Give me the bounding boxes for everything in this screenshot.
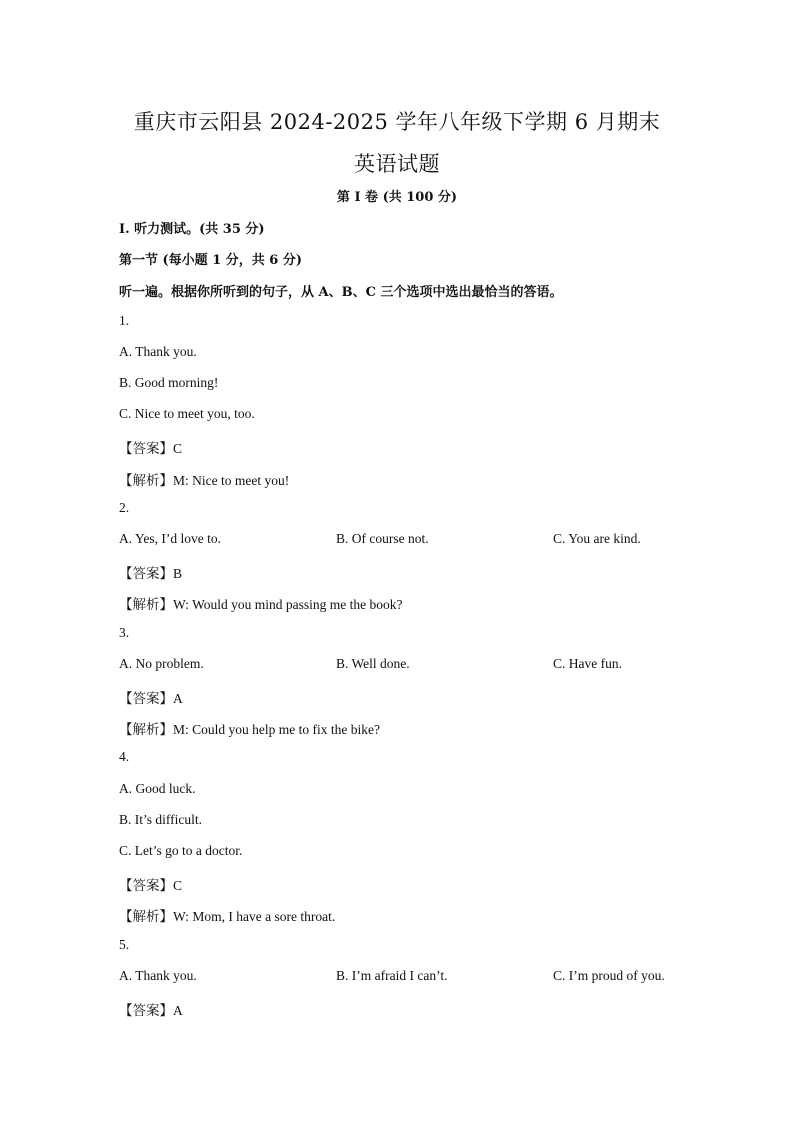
section-subheading: 第一节 (每小题 1 分，共 6 分) [119, 253, 303, 268]
option-b: B. I’m afraid I can’t. [336, 968, 448, 983]
option-c: C. Nice to meet you, too. [119, 406, 255, 421]
answer-label: 【答案】A [119, 691, 183, 706]
option-b: B. Good morning! [119, 375, 219, 390]
question-number: 5. [119, 937, 130, 952]
option-a: A. Thank you. [119, 344, 197, 359]
question-number: 2. [119, 500, 130, 515]
part-label: 第 I 卷 (共 100 分) [336, 190, 458, 205]
option-a: A. Yes, I’d love to. [119, 531, 222, 546]
option-a: A. Thank you. [119, 968, 197, 983]
option-b: B. Well done. [336, 656, 410, 671]
answer-label: 【答案】A [119, 1003, 183, 1018]
option-c: C. I’m proud of you. [553, 968, 665, 983]
answer-label: 【答案】C [119, 441, 183, 456]
answer-label: 【答案】B [119, 566, 183, 581]
section-heading: Ⅰ. 听力测试。(共 35 分) [119, 222, 265, 237]
option-b: B. Of course not. [336, 531, 429, 546]
analysis-text: 【解析】W: Would you mind passing me the book? [119, 597, 403, 612]
section-instruction: 听一遍。根据你所听到的句子，从 A、B、C 三个选项中选出最恰当的答语。 [119, 285, 563, 300]
answer-label: 【答案】C [119, 878, 183, 893]
option-c: C. Let’s go to a doctor. [119, 843, 243, 858]
exam-title: 重庆市云阳县 2024-2025 学年八年级下学期 6 月期末 [133, 110, 661, 134]
option-b: B. It’s difficult. [119, 812, 202, 827]
option-c: C. Have fun. [553, 656, 622, 671]
analysis-text: 【解析】W: Mom, I have a sore throat. [119, 909, 336, 924]
option-c: C. You are kind. [553, 531, 641, 546]
option-a: A. No problem. [119, 656, 204, 671]
question-number: 3. [119, 625, 130, 640]
question-number: 1. [119, 313, 130, 328]
exam-subject-title: 英语试题 [354, 152, 440, 176]
option-a: A. Good luck. [119, 781, 196, 796]
question-number: 4. [119, 749, 130, 764]
analysis-text: 【解析】M: Nice to meet you! [119, 473, 290, 488]
analysis-text: 【解析】M: Could you help me to fix the bike? [119, 722, 380, 737]
